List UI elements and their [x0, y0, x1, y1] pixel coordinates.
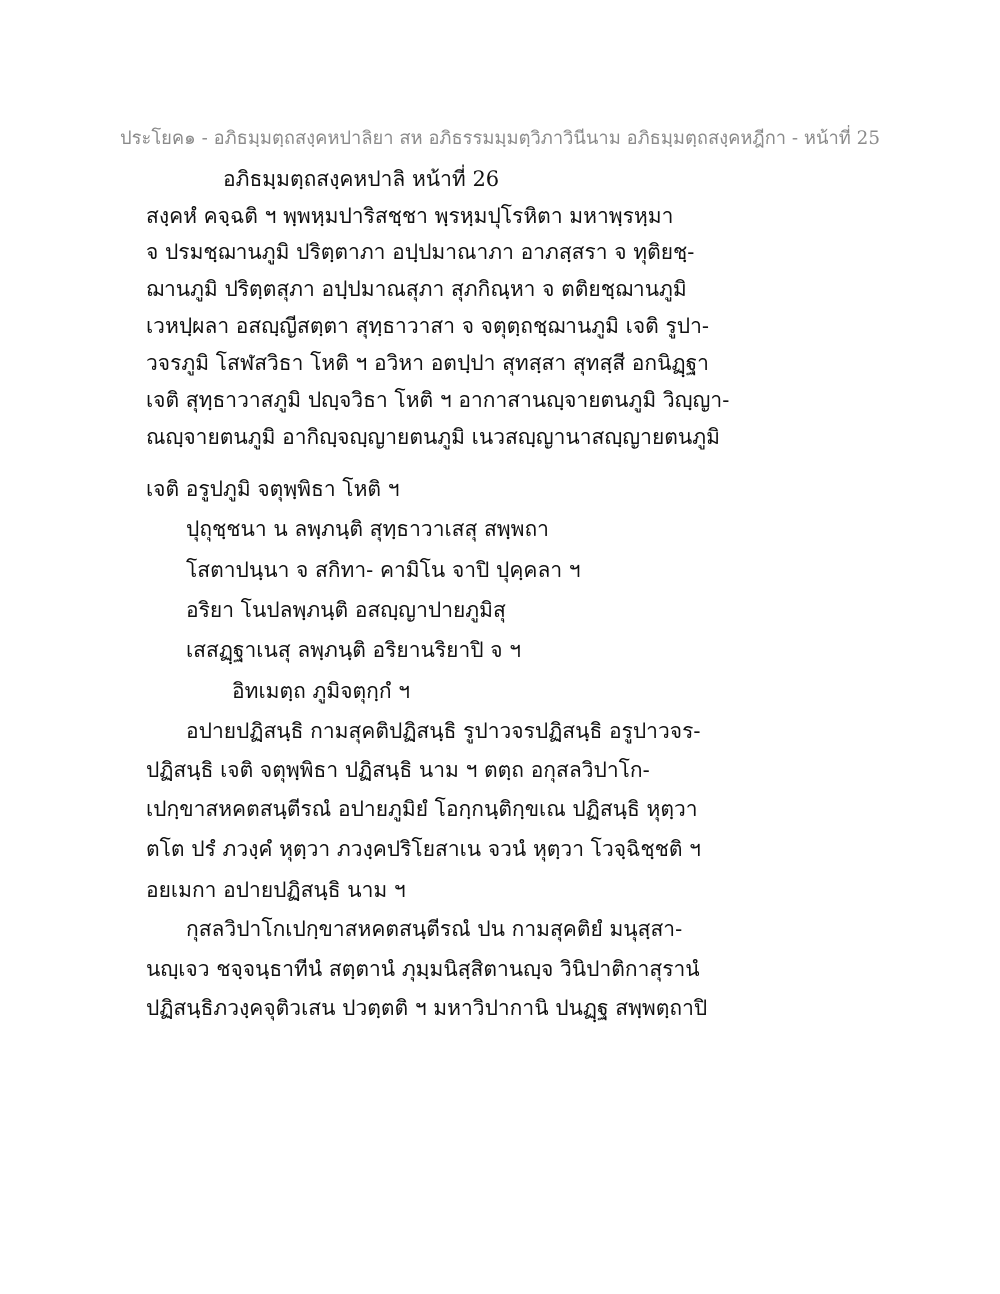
paragraph-1-line: วจรภูมิ โสฬสวิธา โหติ ฯ อวิหา อตปฺปา สุทสฺสา สุทสฺสี อกนิฏฺฐา	[146, 351, 709, 375]
paragraph-1-line: เวหปฺผลา อสญฺญีสตฺตา สุทฺธาวาสา จ จตุตฺถชฺฌานภูมิ เจติ รูปา-	[146, 314, 709, 338]
paragraph-3-line: กุสลวิปาโกเปกฺขาสหคตสนฺตีรณํ ปน กามสุคติยํ มนุสฺสา-	[186, 917, 683, 941]
section-closing: อิทเมตฺถ ภูมิจตุกฺกํ ฯ	[232, 679, 411, 703]
paragraph-1-line: จ ปรมชฺฌานภูมิ ปริตฺตาภา อปฺปมาณาภา อาภสฺสรา จ ทุติยชฺ-	[146, 240, 695, 264]
verse-line: ปุถุชฺชนา น ลพฺภนฺติ สุทฺธาวาเสสุ สพฺพถา	[186, 517, 549, 541]
paragraph-2-line: ปฏิสนฺธิ เจติ จตุพฺพิธา ปฏิสนฺธิ นาม ฯ ตตฺถ อกุสลวิปาโก-	[146, 758, 650, 782]
paragraph-1-line: เจติ สุทฺธาวาสภูมิ ปญฺจวิธา โหติ ฯ อากาสานญฺจายตนภูมิ วิญฺญา-	[146, 388, 730, 412]
paragraph-1-line: สงฺคหํ คจฺฉติ ฯ พฺพหฺมปาริสชฺชา พฺรหฺมปุโรหิตา มหาพฺรหฺมา	[146, 204, 674, 228]
paragraph-2-line: อปายปฏิสนฺธิ กามสุคติปฏิสนฺธิ รูปาวจรปฏิสนฺธิ อรูปาวจร-	[186, 719, 701, 743]
verse-line: อริยา โนปลพฺภนฺติ อสญฺญาปายภูมิสุ	[186, 598, 506, 622]
paragraph-2-line: เปกฺขาสหคตสนฺตีรณํ อปายภูมิยํ โอกฺกนฺติกฺขเณ ปฏิสนฺธิ หุตฺวา	[146, 797, 698, 821]
paragraph-2-line: อยเมกา อปายปฏิสนฺธิ นาม ฯ	[146, 878, 406, 902]
paragraph-3-line: นญฺเจว ชจฺจนฺธาทีนํ สตฺตานํ ภุมฺมนิสฺสิตานญฺจ วินิปาติกาสุรานํ	[146, 957, 700, 981]
paragraph-1-line: ฌานภูมิ ปริตฺตสุภา อปฺปมาณสุภา สุภกิณฺหา จ ตติยชฺฌานภูมิ	[146, 277, 687, 301]
paragraph-1-line: เจติ อรูปภูมิ จตุพฺพิธา โหติ ฯ	[146, 477, 400, 501]
book-page-reference: อภิธมฺมตฺถสงฺคหปาลิ หน้าที่ 26	[223, 167, 500, 191]
paragraph-3-line: ปฏิสนฺธิภวงฺคจุติวเสน ปวตฺตติ ฯ มหาวิปากานิ ปนฏฺฐ สพฺพตฺถาปิ	[146, 996, 708, 1020]
paragraph-1-line: ณญฺจายตนภูมิ อากิญฺจญฺญายตนภูมิ เนวสญฺญานาสญฺญายตนภูมิ	[146, 425, 720, 449]
verse-line: เสสฏฺฐาเนสุ ลพฺภนฺติ อริยานริยาปิ จ ฯ	[186, 638, 522, 662]
verse-line: โสตาปนฺนา จ สกิทา- คามิโน จาปิ ปุคฺคลา ฯ	[186, 558, 581, 582]
running-header: ประโยค๑ - อภิธมฺมตฺถสงฺคหปาลิยา สห อภิธรรมมฺมตฺวิภาวินีนาม อภิธมฺมตฺถสงฺคหฎีกา - หน้าที่ 25	[120, 128, 880, 149]
paragraph-2-line: ตโต ปรํ ภวงฺคํ หุตฺวา ภวงฺคปริโยสาเน จวนํ หุตฺวา โวจฺฉิชฺชติ ฯ	[146, 837, 701, 861]
